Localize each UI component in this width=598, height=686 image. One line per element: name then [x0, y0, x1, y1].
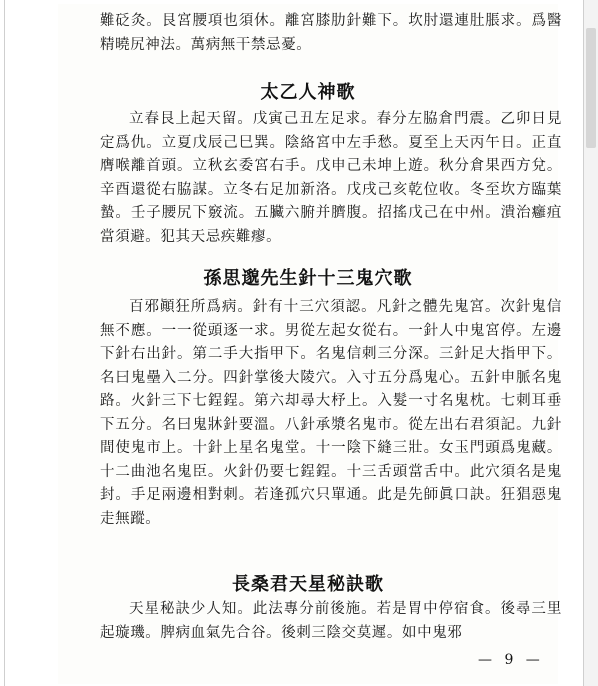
section-heading-tianxing-mijue: 長桑君天星秘訣歌 — [232, 574, 384, 595]
section-body-taiyi-renshen: 立春艮上起天留。戊寅己丑左足求。春分左脇倉門震。乙卯日見定爲仇。立夏戊辰己巳巽。陰絡宮中左手愁。夏至上天丙午日。正直膺喉離首頭。立秋玄委宮右手。戊申己未坤上遊。秋分倉果西方兌。辛酉還從右脇謀。立冬右足加新洛。戊戌己亥乾位收。冬至坎方臨葉蟄。壬子腰尻下竅流。五臟六腑并臍腹。招搖戊己在中州。潰治癰疽當須避。犯其天忌疾難瘳。 — [100, 111, 562, 245]
scrollbar-thumb[interactable] — [586, 28, 596, 148]
page-number: — 9 — — [478, 652, 544, 668]
document-page — [58, 4, 562, 684]
section-body-thirteen-ghost-points: 百邪顚狂所爲病。針有十三穴須認。凡針之體先鬼宮。次針鬼信無不應。一一從頭逐一求。男從左起女從右。一針人中鬼宮停。左邊下針右出針。第二手大指甲下。名鬼信刺三分深。三針足大指甲下。名曰鬼壘入二分。四針掌後大陵穴。入寸五分爲鬼心。五針申脈名鬼路。火針三下七鋥鋥。第六却尋大杼上。入髮一寸名鬼枕。七刺耳垂下五分。名曰鬼牀針要溫。八針承漿名鬼市。從左出右君須記。九針間使鬼市上。十針上星名鬼堂。十一陰下縫三壯。女玉門頭爲鬼藏。十二曲池名鬼臣。火針仍要七鋥鋥。十三舌頭當舌中。此穴須名是鬼封。手足兩邊相對刺。若逢孤穴只單通。此是先師眞口訣。狂猖惡鬼走無蹤。 — [100, 299, 562, 527]
section-heading-thirteen-ghost-points: 孫思邈先生針十三鬼穴歌 — [203, 268, 413, 289]
section-heading-taiyi-renshen: 太乙人神歌 — [260, 82, 356, 103]
viewer-left-border — [4, 0, 5, 686]
section-body-tianxing-mijue: 天星秘訣少人知。此法專分前後施。若是胃中停宿食。後尋三里起璇璣。脾病血氣先合谷。後刺三陰交莫遲。如中鬼邪 — [100, 601, 562, 641]
lead-paragraph: 難砭灸。艮宮腰項也須休。離宮膝肋針難下。坎肘還連肚脹求。爲醫精曉尻神法。萬病無干禁忌憂。 — [100, 13, 562, 53]
